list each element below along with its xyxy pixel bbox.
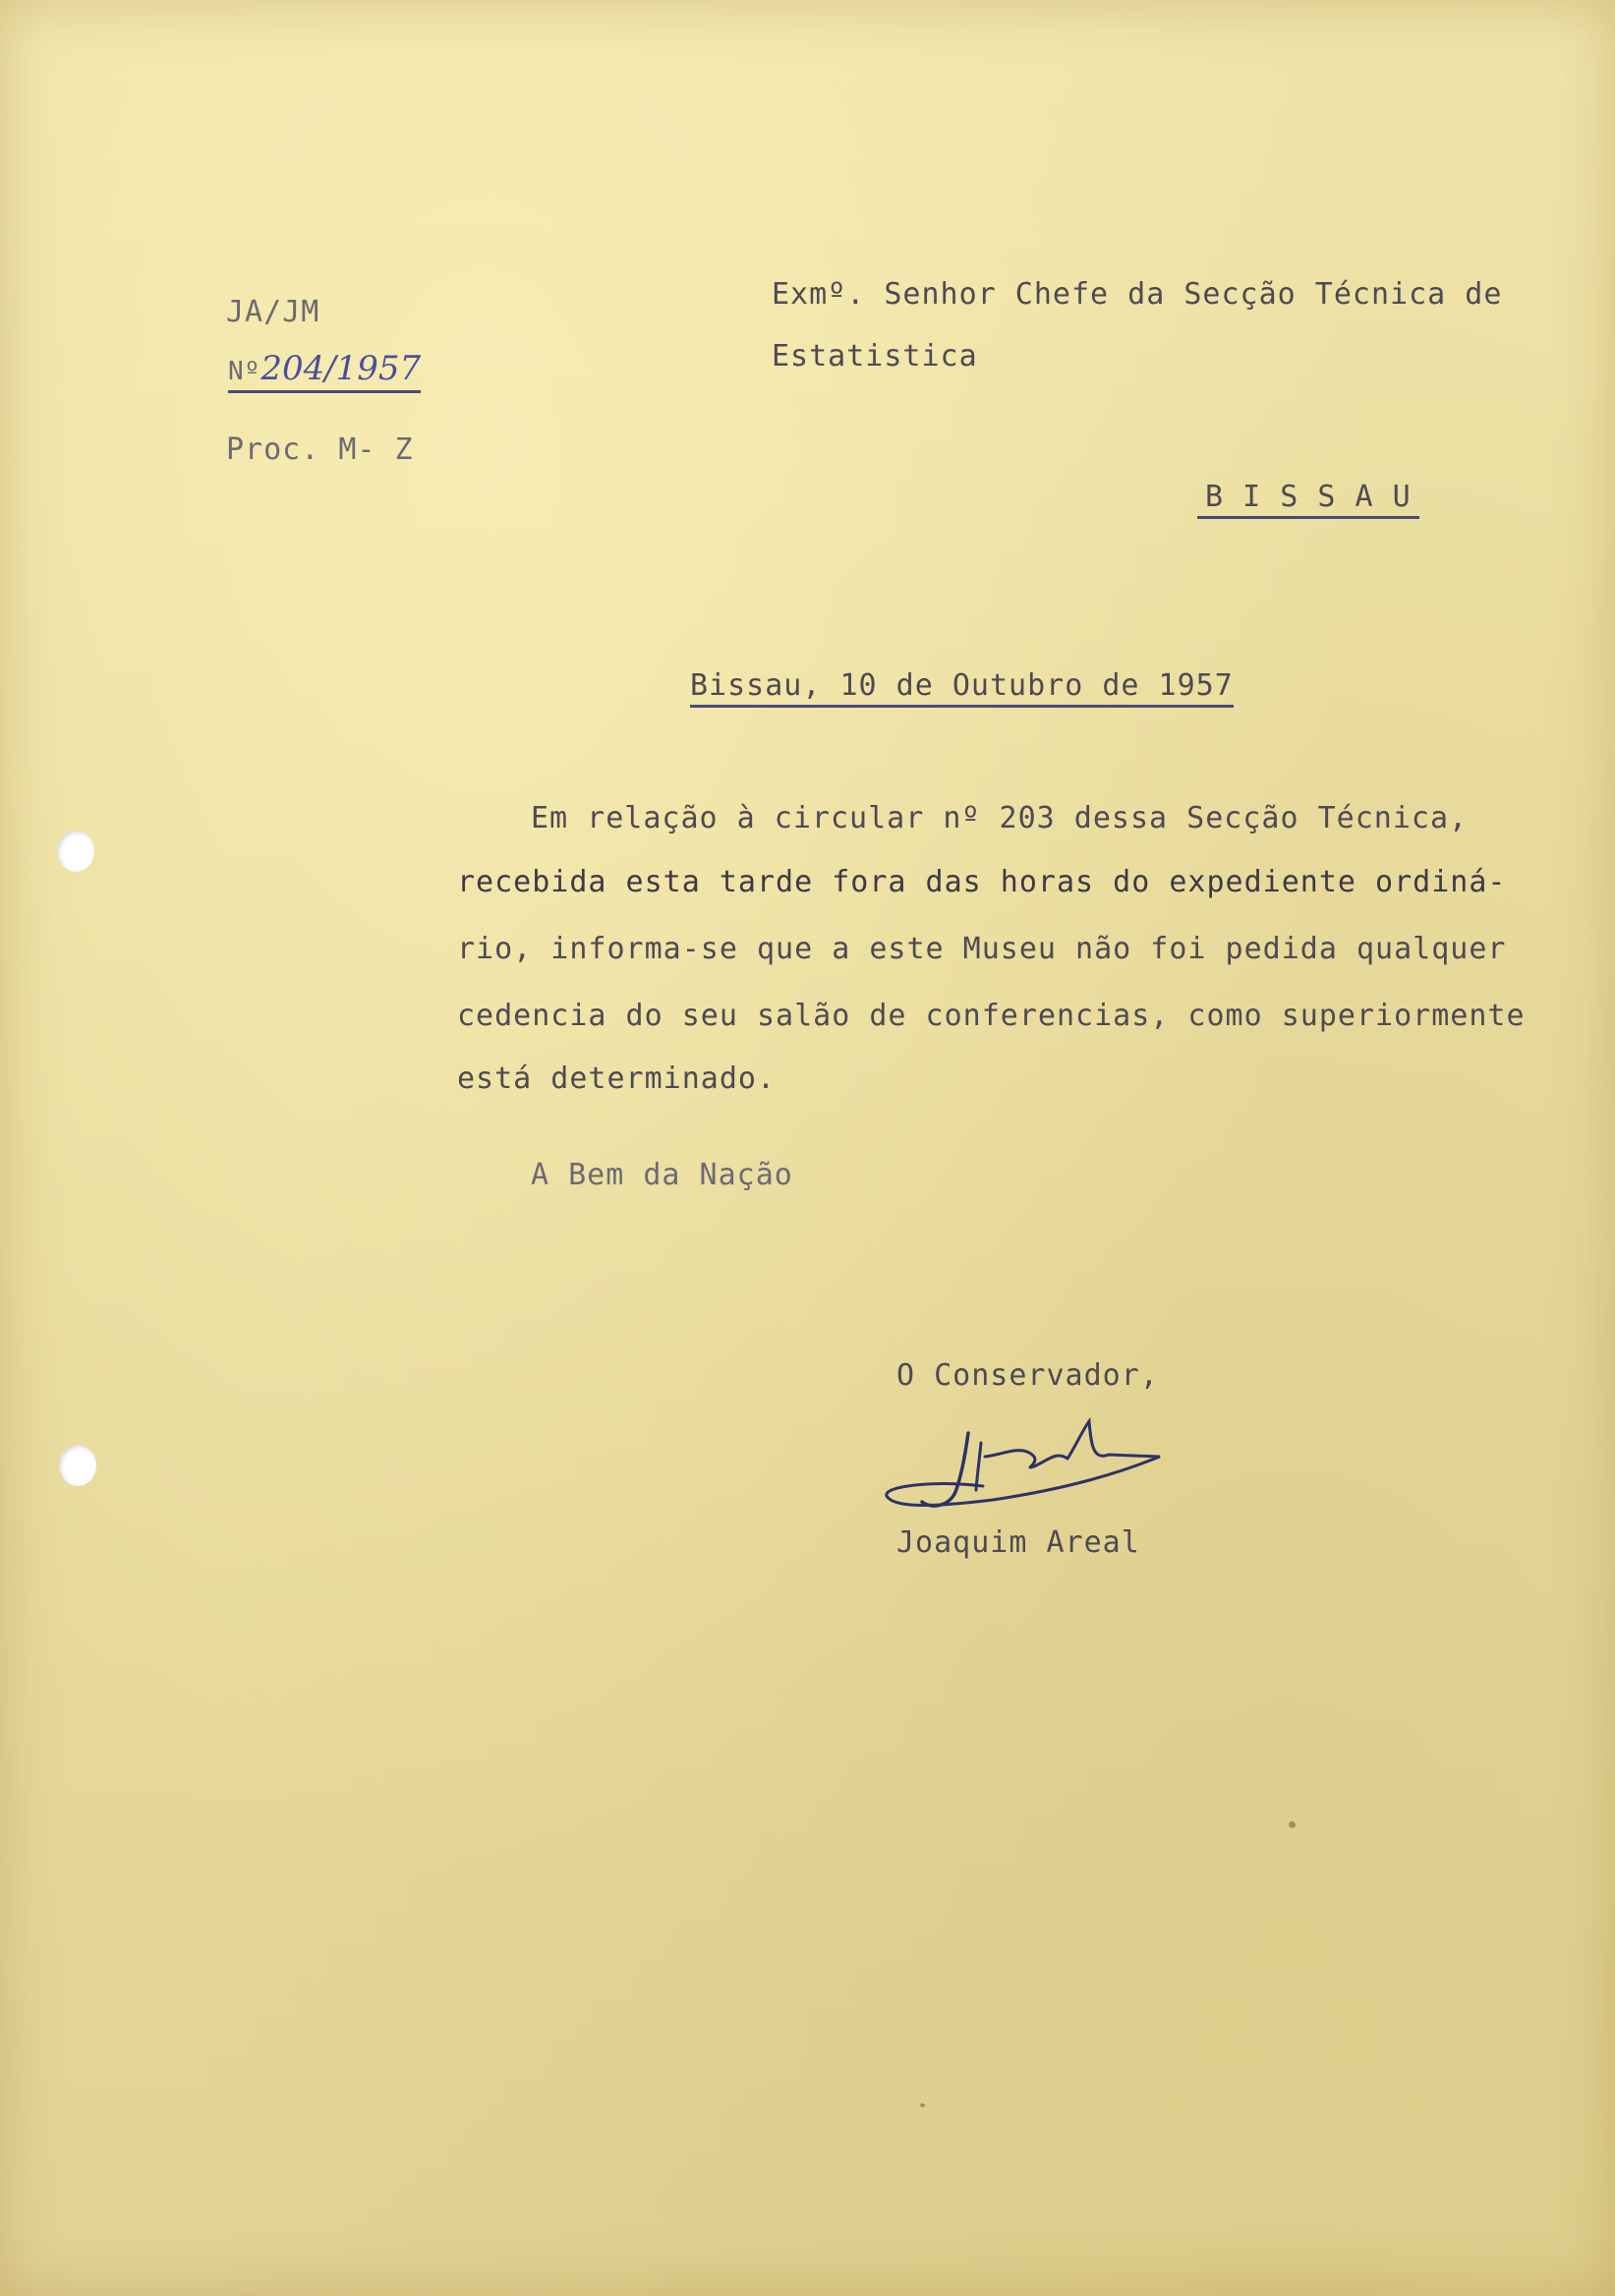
handwritten-signature	[875, 1415, 1189, 1533]
reference-initials: JA/JM	[226, 295, 320, 329]
process-reference: Proc. M- Z	[226, 432, 414, 467]
number-prefix: Nº	[228, 357, 261, 386]
date-line: Bissau, 10 de Outubro de 1957	[690, 668, 1234, 708]
handwritten-number: 204/1957	[260, 349, 422, 388]
signatory-title: O Conservador,	[896, 1358, 1159, 1393]
body-line-2: recebida esta tarde fora das horas do expediente ordiná-	[457, 865, 1507, 899]
reference-number	[228, 349, 421, 393]
punch-hole-bottom	[59, 1445, 96, 1486]
city-line: B I S S A U	[1197, 480, 1419, 519]
paper-speck	[920, 2103, 925, 2107]
signatory-name: Joaquim Areal	[896, 1525, 1140, 1560]
paper-speck	[1289, 1821, 1296, 1828]
body-line-1: Em relação à circular nº 203 dessa Secção Técnica,	[531, 801, 1469, 835]
body-line-5: está determinado.	[457, 1062, 777, 1096]
addressee-line-1: Exmº. Senhor Chefe da Secção Técnica de	[772, 277, 1503, 312]
closing-salutation: A Bem da Nação	[531, 1158, 793, 1192]
punch-hole-top	[57, 831, 94, 872]
addressee-line-2: Estatistica	[772, 339, 978, 373]
body-line-3: rio, informa-se que a este Museu não foi pedida qualquer	[457, 932, 1507, 966]
body-line-4: cedencia do seu salão de conferencias, como superiormente	[457, 999, 1526, 1033]
